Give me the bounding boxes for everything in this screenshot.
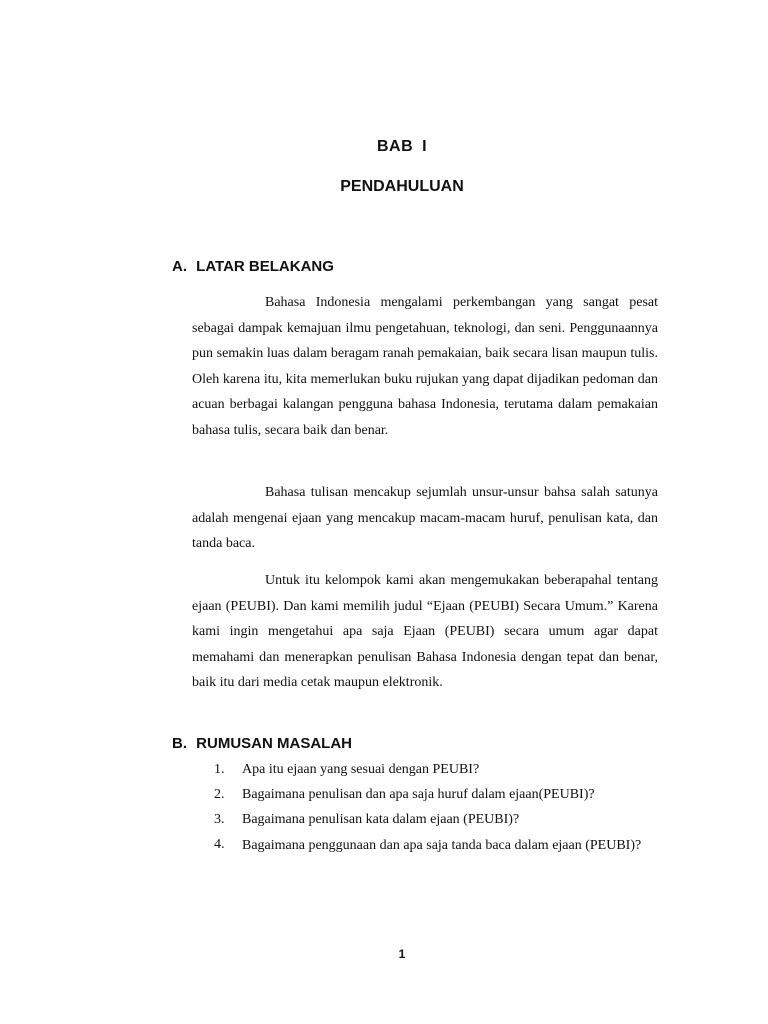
list-item bbox=[214, 807, 654, 832]
list-number: 4. bbox=[214, 837, 225, 852]
list-item bbox=[214, 832, 654, 860]
chapter-title: PENDAHULUAN bbox=[340, 178, 464, 195]
list-item bbox=[214, 782, 654, 807]
paragraph-3: Untuk itu kelompok kami akan mengemukakan beberapahal tentang ejaan (PEUBI). Dan kami memilih judul “Ejaan (PEUBI) Secara Umum.” Karena kami ingin mengetahui apa saja Ejaan (PEUBI) secara umum agar dapat memahami dan menerapkan penulisan Bahasa Indonesia dengan tepat dan benar, baik itu dari media cetak maupun elektronik. bbox=[192, 573, 658, 690]
section-letter: A. bbox=[172, 258, 187, 275]
list-number: 1. bbox=[214, 762, 225, 777]
section-heading-rumusan-masalah bbox=[172, 735, 352, 752]
section-title: LATAR BELAKANG bbox=[196, 258, 334, 275]
paragraph-1: Bahasa Indonesia mengalami perkembangan yang sangat pesat sebagai dampak kemajuan ilmu pengetahuan, teknologi, dan seni. Penggunaannya pun semakin luas dalam beragam ranah pemakaian, baik secara lisan maupun tulis. Oleh karena itu, kita memerlukan buku rujukan yang dapat dijadikan pedoman dan acuan berbagai kalangan pengguna bahasa Indonesia, terutama dalam pemakaian bahasa tulis, secara baik dan benar. bbox=[192, 295, 658, 438]
page-number: 1 bbox=[398, 947, 406, 961]
list-number: 2. bbox=[214, 787, 225, 802]
list-text: Bagaimana penulisan kata dalam ejaan (PEUBI)? bbox=[242, 812, 520, 827]
list-item bbox=[214, 757, 654, 782]
list-text: Bagaimana penulisan dan apa saja huruf dalam ejaan(PEUBI)? bbox=[242, 787, 595, 802]
section-heading-latar-belakang bbox=[172, 258, 334, 275]
paragraph-2: Bahasa tulisan mencakup sejumlah unsur-unsur bahsa salah satunya adalah mengenai ejaan yang mencakup macam-macam huruf, penulisan kata, dan tanda baca. bbox=[192, 485, 658, 551]
list-text: Bagaimana penggunaan dan apa saja tanda baca dalam ejaan (PEUBI)? bbox=[242, 838, 642, 853]
list-number: 3. bbox=[214, 812, 225, 827]
list-text: Apa itu ejaan yang sesuai dengan PEUBI? bbox=[242, 762, 480, 777]
chapter-label: BAB I bbox=[376, 138, 428, 155]
problem-list bbox=[214, 757, 654, 860]
section-letter: B. bbox=[172, 735, 187, 752]
section-title: RUMUSAN MASALAH bbox=[196, 735, 352, 752]
